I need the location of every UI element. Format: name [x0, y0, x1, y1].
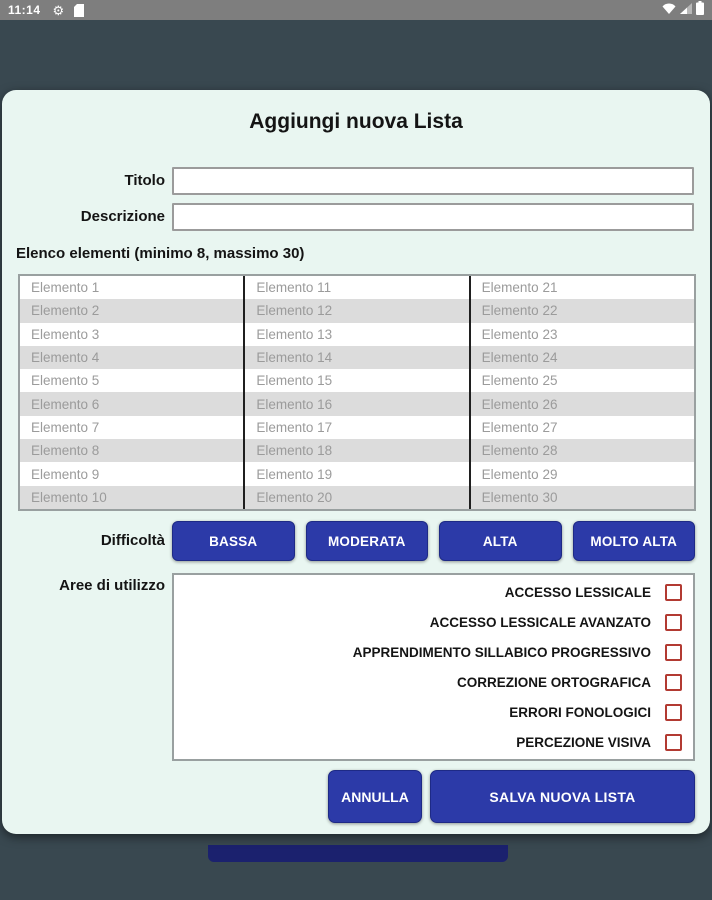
element-input-14[interactable]	[245, 346, 468, 369]
areas-box	[172, 573, 695, 761]
difficulty-button-alta[interactable]: ALTA	[439, 521, 562, 561]
add-list-dialog	[2, 90, 710, 834]
area-checkbox-percezione-visiva[interactable]	[665, 734, 682, 751]
element-input-13[interactable]	[245, 323, 468, 346]
area-row-correzione-ortografica	[174, 667, 693, 697]
cancel-button[interactable]: ANNULLA	[328, 770, 422, 823]
description-field-label: Descrizione	[80, 208, 165, 225]
element-input-29[interactable]	[471, 462, 694, 485]
element-input-9[interactable]	[20, 462, 243, 485]
area-row-errori-fonologici	[174, 697, 693, 727]
element-input-8[interactable]	[20, 439, 243, 462]
wifi-icon	[662, 1, 676, 19]
area-checkbox-errori-fonologici[interactable]	[665, 704, 682, 721]
element-input-10[interactable]	[20, 486, 243, 509]
element-input-27[interactable]	[471, 416, 694, 439]
element-input-18[interactable]	[245, 439, 468, 462]
difficulty-button-bassa[interactable]: BASSA	[172, 521, 295, 561]
elements-column-1	[20, 276, 245, 509]
element-input-4[interactable]	[20, 346, 243, 369]
element-input-16[interactable]	[245, 392, 468, 415]
element-input-26[interactable]	[471, 392, 694, 415]
area-label: ACCESSO LESSICALE	[504, 584, 651, 600]
save-button[interactable]: SALVA NUOVA LISTA	[430, 770, 695, 823]
element-input-19[interactable]	[245, 462, 468, 485]
title-input[interactable]	[172, 167, 694, 195]
area-checkbox-apprendimento-sillabico-progressivo[interactable]	[665, 644, 682, 661]
elements-column-2	[245, 276, 470, 509]
area-label: ACCESSO LESSICALE AVANZATO	[429, 614, 651, 630]
element-input-20[interactable]	[245, 486, 468, 509]
element-input-11[interactable]	[245, 276, 468, 299]
area-checkbox-correzione-ortografica[interactable]	[665, 674, 682, 691]
clock: 11:14	[8, 3, 41, 17]
difficulty-buttons	[172, 521, 695, 561]
area-row-percezione-visiva	[174, 727, 693, 757]
area-row-accesso-lessicale-avanzato	[174, 607, 693, 637]
element-input-30[interactable]	[471, 486, 694, 509]
sim-card-icon	[74, 4, 84, 17]
area-label: CORREZIONE ORTOGRAFICA	[456, 674, 651, 690]
element-input-25[interactable]	[471, 369, 694, 392]
difficulty-button-molto-alta[interactable]: MOLTO ALTA	[573, 521, 696, 561]
element-input-22[interactable]	[471, 299, 694, 322]
cell-signal-icon	[680, 1, 692, 19]
element-input-15[interactable]	[245, 369, 468, 392]
dialog-title: Aggiungi nuova Lista	[249, 110, 463, 133]
element-input-5[interactable]	[20, 369, 243, 392]
description-input[interactable]	[172, 203, 694, 231]
element-input-28[interactable]	[471, 439, 694, 462]
element-input-23[interactable]	[471, 323, 694, 346]
title-field-label: Titolo	[124, 172, 165, 189]
area-checkbox-accesso-lessicale[interactable]	[665, 584, 682, 601]
area-label: PERCEZIONE VISIVA	[516, 734, 651, 750]
status-bar	[0, 0, 712, 20]
area-label: APPRENDIMENTO SILLABICO PROGRESSIVO	[352, 644, 651, 660]
element-input-17[interactable]	[245, 416, 468, 439]
area-label: ERRORI FONOLOGICI	[509, 704, 651, 720]
element-input-1[interactable]	[20, 276, 243, 299]
element-input-24[interactable]	[471, 346, 694, 369]
area-row-accesso-lessicale	[174, 577, 693, 607]
battery-icon	[696, 1, 704, 20]
element-input-2[interactable]	[20, 299, 243, 322]
element-input-21[interactable]	[471, 276, 694, 299]
elements-column-3	[471, 276, 694, 509]
difficulty-button-moderata[interactable]: MODERATA	[306, 521, 429, 561]
elements-grid	[18, 274, 696, 511]
area-row-apprendimento-sillabico-progressivo	[174, 637, 693, 667]
areas-label: Aree di utilizzo	[59, 577, 165, 594]
difficulty-label: Difficoltà	[100, 532, 165, 549]
element-input-7[interactable]	[20, 416, 243, 439]
element-input-3[interactable]	[20, 323, 243, 346]
background-button-partial	[208, 845, 508, 862]
element-input-12[interactable]	[245, 299, 468, 322]
elements-heading: Elenco elementi (minimo 8, massimo 30)	[16, 245, 305, 262]
gear-icon: ⚙	[52, 2, 65, 18]
element-input-6[interactable]	[20, 392, 243, 415]
area-checkbox-accesso-lessicale-avanzato[interactable]	[665, 614, 682, 631]
